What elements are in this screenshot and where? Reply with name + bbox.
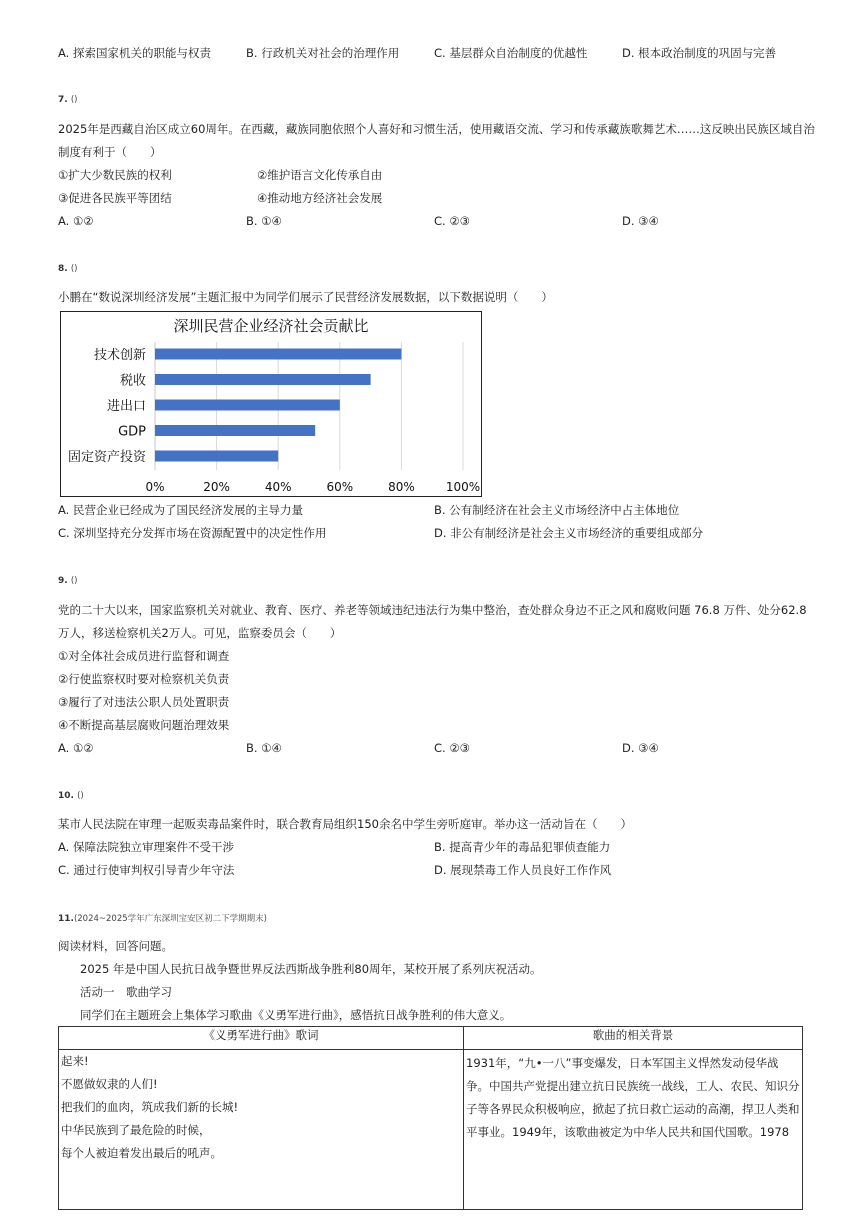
chart-category-label: 税收 [119, 373, 146, 389]
q9-option-d[interactable]: D. ③④ [622, 741, 659, 755]
q11-intro: 阅读材料，回答问题。 [58, 939, 173, 953]
background-cell [464, 1050, 803, 1210]
q9-item-1: ①对全体社会成员进行监督和调查 [58, 649, 230, 663]
lyrics-column-header: 《义勇军进行曲》歌词 [59, 1027, 464, 1050]
chart-x-tick-label: 0% [145, 480, 165, 494]
q7-option-d[interactable]: D. ③④ [622, 214, 659, 228]
song-background-text: 1931年，“九•一八”事变爆发，日本军国主义悍然发动侵华战争。中国共产党提出建立抗日民族统一战线，工人、农民、知识分子等各界民众积极响应，掀起了抗日救亡运动的高潮，捍卫人类和平事业。1949年，该歌曲被定为中华人民共和国代国歌。1978 [466, 1056, 800, 1139]
lyrics-table-header-row [59, 1027, 803, 1050]
q10-option-a[interactable]: A. 保障法院独立审理案件不受干涉 [58, 840, 234, 854]
q8-option-a[interactable]: A. 民营企业已经成为了国民经济发展的主导力量 [58, 503, 303, 517]
chart-x-tick-label: 80% [388, 480, 415, 494]
lyric-line: 中华民族到了最危险的时候， [61, 1123, 211, 1137]
chart-bar [155, 451, 278, 462]
lyrics-table-row [59, 1050, 803, 1210]
q7-item-3: ③促进各民族平等团结 [58, 191, 172, 205]
q6-option-a[interactable]: A. 探索国家机关的职能与权责 [58, 46, 211, 60]
q9-stem-line1: 党的二十大以来，国家监察机关对就业、教育、医疗、养老等领域违纪违法行为集中整治，查处群众身边不正之风和腐败问题 76.8 万件、处分62.8 [58, 603, 807, 617]
q7-stem-line1: 2025年是西藏自治区成立60周年。在西藏，藏族同胞依照个人喜好和习惯生活，使用藏语交流、学习和传承藏族歌舞艺术……这反映出民族区域自治 [58, 122, 815, 136]
lyric-line: 起来! [61, 1054, 89, 1068]
q9-option-b[interactable]: B. ①④ [246, 741, 282, 755]
lyric-line: 不愿做奴隶的人们! [61, 1077, 158, 1091]
q6-option-d[interactable]: D. 根本政治制度的巩固与完善 [622, 46, 777, 60]
chart-bar [155, 400, 340, 411]
q9-item-4: ④不断提高基层腐败问题治理效果 [58, 718, 230, 732]
chart-tick-labels [145, 480, 480, 494]
q10-option-d[interactable]: D. 展现禁毒工作人员良好工作作风 [434, 863, 612, 877]
q8-option-d[interactable]: D. 非公有制经济是社会主义市场经济的重要组成部分 [434, 526, 704, 540]
chart-category-label: 固定资产投资 [67, 450, 146, 465]
q7-number: 7. () [58, 95, 78, 105]
q6-option-c[interactable]: C. 基层群众自治制度的优越性 [434, 46, 588, 60]
chart-category-label: 进出口 [106, 399, 146, 414]
q8-number: 8. () [58, 264, 78, 274]
q9-option-a[interactable]: A. ①② [58, 741, 94, 755]
background-column-header: 歌曲的相关背景 [464, 1027, 803, 1050]
q7-item-4: ④推动地方经济社会发展 [257, 191, 383, 205]
chart-category-label: 技术创新 [93, 348, 146, 363]
q10-number: 10. () [58, 791, 84, 801]
q9-number: 9. () [58, 576, 78, 586]
chart-bar [155, 349, 401, 360]
q8-option-c[interactable]: C. 深圳坚持充分发挥市场在资源配置中的决定性作用 [58, 526, 327, 540]
q7-option-b[interactable]: B. ①④ [246, 214, 282, 228]
bar-chart-svg [61, 312, 481, 496]
lyrics-cell [59, 1050, 464, 1210]
chart-bar [155, 374, 371, 385]
q9-option-c[interactable]: C. ②③ [434, 741, 470, 755]
q7-option-c[interactable]: C. ②③ [434, 214, 470, 228]
q7-item-2: ②维护语言文化传承自由 [257, 168, 383, 182]
chart-category-labels [68, 347, 147, 465]
chart-bar [155, 425, 315, 436]
q10-option-b[interactable]: B. 提高青少年的毒品犯罪侦查能力 [434, 840, 611, 854]
q7-option-a[interactable]: A. ①② [58, 214, 94, 228]
chart-title: 深圳民营企业经济社会贡献比 [173, 317, 369, 335]
q9-item-2: ②行使监察权时要对检察机关负责 [58, 672, 230, 686]
bar-chart [60, 311, 482, 497]
q9-item-3: ③履行了对违法公职人员处置职责 [58, 695, 230, 709]
lyrics-table [58, 1026, 803, 1210]
q9-stem-line2: 万人，移送检察机关2万人。可见，监察委员会（ ） [58, 626, 342, 640]
q8-option-b[interactable]: B. 公有制经济在社会主义市场经济中占主体地位 [434, 503, 680, 517]
q10-option-c[interactable]: C. 通过行使审判权引导青少年守法 [58, 863, 235, 877]
lyric-line: 每个人被迫着发出最后的吼声。 [61, 1146, 222, 1160]
chart-x-tick-label: 20% [203, 480, 230, 494]
chart-x-tick-label: 100% [445, 480, 481, 494]
q11-number: 11.(2024~2025学年广东深圳宝安区初二下学期期末) [58, 914, 267, 924]
q7-item-1: ①扩大少数民族的权利 [58, 168, 172, 182]
q10-stem: 某市人民法院在审理一起贩卖毒品案件时，联合教育局组织150余名中学生旁听庭审。举办这一活动旨在（ ） [58, 817, 632, 831]
q7-stem-line2: 制度有利于（ ） [58, 145, 162, 159]
chart-x-tick-label: 40% [264, 480, 292, 494]
q8-stem: 小鹏在“数说深圳经济发展”主题汇报中为同学们展示了民营经济发展数据，以下数据说明（ ） [58, 290, 553, 304]
q11-activity-heading: 活动一 歌曲学习 [80, 985, 172, 999]
q11-paragraph-1: 2025 年是中国人民抗日战争暨世界反法西斯战争胜利80周年，某校开展了系列庆祝活动。 [80, 962, 542, 976]
q11-paragraph-2: 同学们在主题班会上集体学习歌曲《义勇军进行曲》，感悟抗日战争胜利的伟大意义。 [80, 1008, 512, 1022]
lyric-line: 把我们的血肉，筑成我们新的长城! [61, 1100, 239, 1114]
chart-x-tick-label: 60% [326, 480, 354, 494]
q6-option-b[interactable]: B. 行政机关对社会的治理作用 [246, 46, 400, 60]
chart-category-label: GDP [118, 424, 146, 440]
